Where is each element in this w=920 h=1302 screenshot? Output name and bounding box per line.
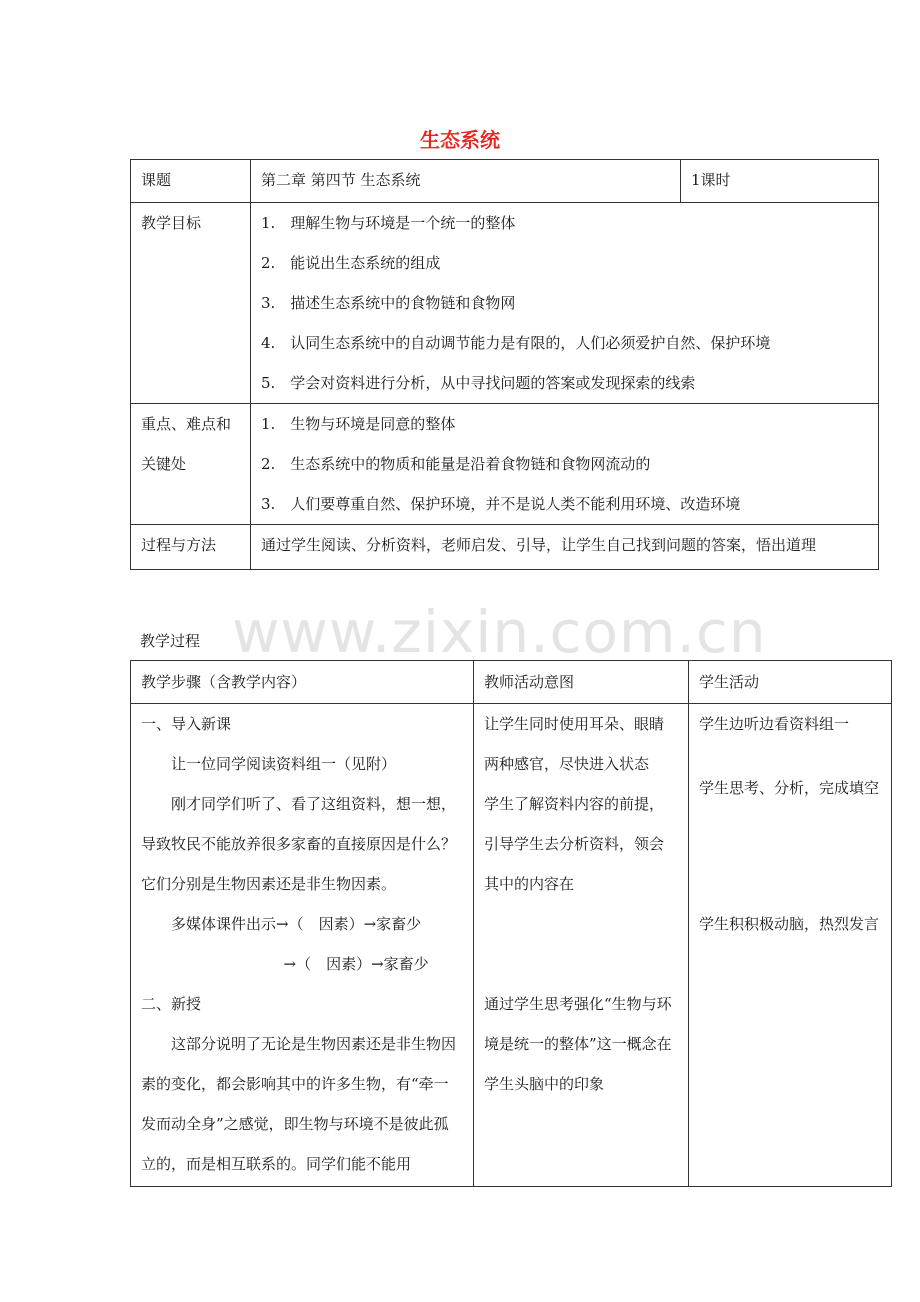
- activity-paragraph: 学生思考、分析，完成填空: [699, 779, 880, 797]
- header-steps: 教学步骤（含教学内容）: [131, 661, 474, 704]
- process-content-row: [131, 704, 892, 1187]
- objectives-row: [131, 203, 879, 404]
- key-points-row: [131, 404, 879, 525]
- method-content: 通过学生阅读、分析资料，老师启发、引导，让学生自己找到问题的答案，悟出道理: [251, 525, 879, 570]
- section-heading: 一、导入新课: [141, 715, 232, 733]
- teaching-process-table: [130, 660, 892, 1187]
- key-points-label-line: 重点、难点和: [141, 415, 232, 433]
- factor-line: 多媒体课件出示→（ 因素）→家畜少: [171, 915, 422, 933]
- process-label: 教学过程: [140, 632, 201, 650]
- intent-paragraph: 通过学生思考强化“生物与环境是统一的整体”这一概念在学生头脑中的印象: [484, 995, 672, 1093]
- key-point-item: 2. 生态系统中的物质和能量是沿着食物链和食物网流动的: [261, 455, 651, 473]
- key-points-label-line: 关键处: [141, 455, 187, 473]
- header-student-activity: 学生活动: [689, 661, 892, 704]
- method-label: 过程与方法: [131, 525, 251, 570]
- intent-paragraph: 让学生同时使用耳朵、眼睛两种感官，尽快进入状态: [484, 715, 665, 773]
- key-point-item: 3. 人们要尊重自然、保护环境，并不是说人类不能利用环境、改造环境: [261, 495, 741, 513]
- key-point-item: 1. 生物与环境是同意的整体: [261, 415, 456, 433]
- process-header-row: [131, 661, 892, 704]
- objectives-label: 教学目标: [131, 203, 251, 404]
- topic-hours: 1课时: [681, 160, 879, 203]
- objective-item: 5. 学会对资料进行分析，从中寻找问题的答案或发现探索的线索: [261, 374, 696, 392]
- activity-paragraph: 学生边听边看资料组一: [699, 715, 850, 733]
- lesson-info-table: [130, 159, 879, 570]
- step-paragraph: 这部分说明了无论是生物因素还是非生物因素的变化，都会影响其中的许多生物，有“牵一发而动全身”之感觉，即生物与环境不是彼此孤立的，而是相互联系的。同学们能不能用: [141, 1035, 457, 1173]
- watermark: www.zixin.com.cn: [232, 598, 767, 666]
- step-paragraph: 让一位同学阅读资料组一（见附）: [171, 755, 397, 773]
- objective-item: 4. 认同生态系统中的自动调节能力是有限的，人们必须爱护自然、保护环境: [261, 334, 771, 352]
- page-title: 生态系统: [420, 128, 500, 152]
- method-row: [131, 525, 879, 570]
- steps-cell: [131, 704, 474, 1187]
- topic-row: [131, 160, 879, 203]
- activity-paragraph: 学生积积极动脑，热烈发言: [699, 915, 880, 933]
- section-heading: 二、新授: [141, 995, 202, 1013]
- objective-item: 2. 能说出生态系统的组成: [261, 254, 441, 272]
- objective-item: 3. 描述生态系统中的食物链和食物网: [261, 294, 516, 312]
- objectives-list: [251, 203, 879, 404]
- step-paragraph: 刚才同学们听了、看了这组资料，想一想，导致牧民不能放养很多家畜的直接原因是什么？它们分别是生物因素还是非生物因素。: [141, 795, 457, 893]
- key-points-label: [131, 404, 251, 525]
- header-teacher-intent: 教师活动意图: [474, 661, 689, 704]
- teacher-intent-cell: [474, 704, 689, 1187]
- topic-content: 第二章 第四节 生态系统: [251, 160, 681, 203]
- topic-label: 课题: [131, 160, 251, 203]
- factor-line: →（ 因素）→家畜少: [283, 955, 429, 973]
- key-points-list: [251, 404, 879, 525]
- intent-paragraph: 学生了解资料内容的前提，引导学生去分析资料，领会其中的内容在: [484, 795, 665, 893]
- objective-item: 1. 理解生物与环境是一个统一的整体: [261, 214, 516, 232]
- student-activity-cell: [689, 704, 892, 1187]
